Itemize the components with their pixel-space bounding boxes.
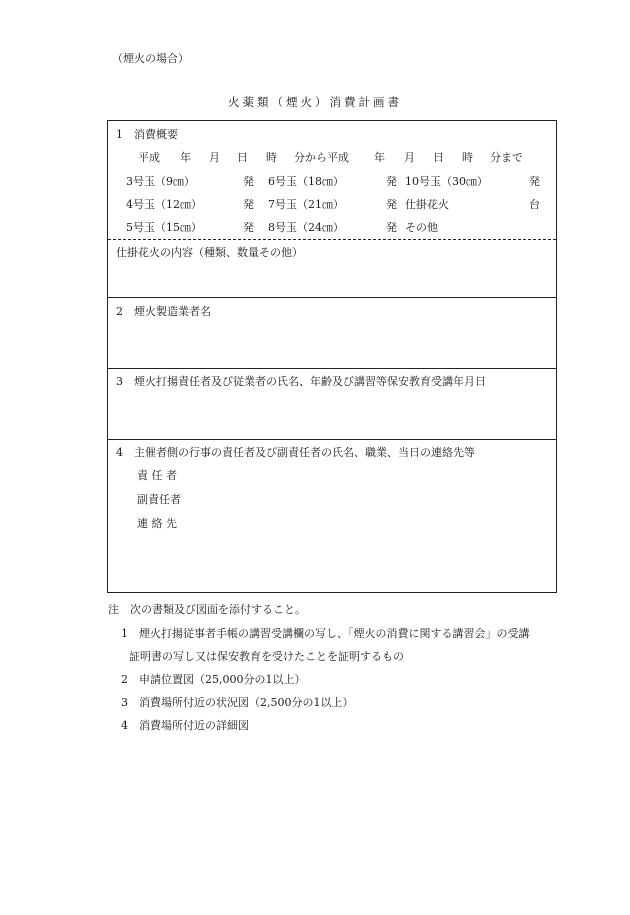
form-table (107, 120, 557, 593)
period-hour-end: 時 (462, 151, 473, 164)
shell-5-unit: 発 (243, 221, 254, 234)
shell-7-label: 7号玉（21㎝） (268, 198, 344, 211)
case-label: （煙火の場合） (112, 52, 189, 65)
section1-heading: 1 消費概要 (116, 128, 178, 141)
period-year-start: 年 (180, 151, 191, 164)
divider (108, 368, 556, 369)
set-piece-unit: 台 (529, 198, 540, 211)
divider (108, 297, 556, 298)
section3-heading: 3 煙火打揚責任者及び従業者の氏名、年齢及び講習等保安教育受講年月日 (116, 375, 486, 388)
deputy-person-label: 副責任者 (137, 493, 181, 506)
shell-8-unit: 発 (386, 221, 397, 234)
document-title: 火薬類（煙火）消費計画書 (228, 95, 402, 109)
responsible-person-label: 責 任 者 (137, 469, 177, 482)
shell-3-unit: 発 (243, 175, 254, 188)
divider (108, 439, 556, 440)
section4-heading: 4 主催者側の行事の責任者及び副責任者の氏名、職業、当日の連絡先等 (116, 446, 475, 459)
contact-label: 連 絡 先 (137, 517, 177, 530)
period-hour-start: 時 (266, 151, 277, 164)
shell-8-label: 8号玉（24㎝） (268, 221, 344, 234)
shell-6-unit: 発 (386, 175, 397, 188)
shell-6-label: 6号玉（18㎝） (268, 175, 344, 188)
set-piece-details-heading: 仕掛花火の内容（種類、数量その他） (116, 246, 303, 259)
set-piece-label: 仕掛花火 (405, 198, 449, 211)
period-year-end: 年 (374, 151, 385, 164)
shell-4-unit: 発 (243, 198, 254, 211)
period-month-start: 月 (209, 151, 220, 164)
shell-3-label: 3号玉（9㎝） (126, 175, 195, 188)
shell-7-unit: 発 (386, 198, 397, 211)
note-item-1-continued: 証明書の写し又は保安教育を受けたことを証明するもの (129, 650, 404, 663)
period-month-end: 月 (404, 151, 415, 164)
period-minute-end: 分まで (490, 151, 523, 164)
period-minute-start: 分から平成 (294, 151, 349, 164)
note-item-2: 2 申請位置図（25,000分の1以上） (121, 673, 306, 686)
shell-10-unit: 発 (529, 175, 540, 188)
shell-10-label: 10号玉（30㎝） (405, 175, 488, 188)
notes-heading: 注 次の書類及び図面を添付すること。 (108, 603, 306, 616)
period-era-start: 平成 (138, 151, 160, 164)
other-label: その他 (405, 221, 438, 234)
dashed-divider (108, 239, 556, 240)
period-day-start: 日 (237, 151, 248, 164)
note-item-1: 1 煙火打揚従事者手帳の講習受講欄の写し、「煙火の消費に関する講習会」の受講 (121, 627, 530, 640)
section2-heading: 2 煙火製造業者名 (116, 305, 211, 318)
period-day-end: 日 (433, 151, 444, 164)
note-item-3: 3 消費場所付近の状況図（2,500分の1以上） (121, 696, 354, 709)
shell-5-label: 5号玉（15㎝） (126, 221, 202, 234)
note-item-4: 4 消費場所付近の詳細図 (121, 719, 249, 732)
shell-4-label: 4号玉（12㎝） (126, 198, 202, 211)
